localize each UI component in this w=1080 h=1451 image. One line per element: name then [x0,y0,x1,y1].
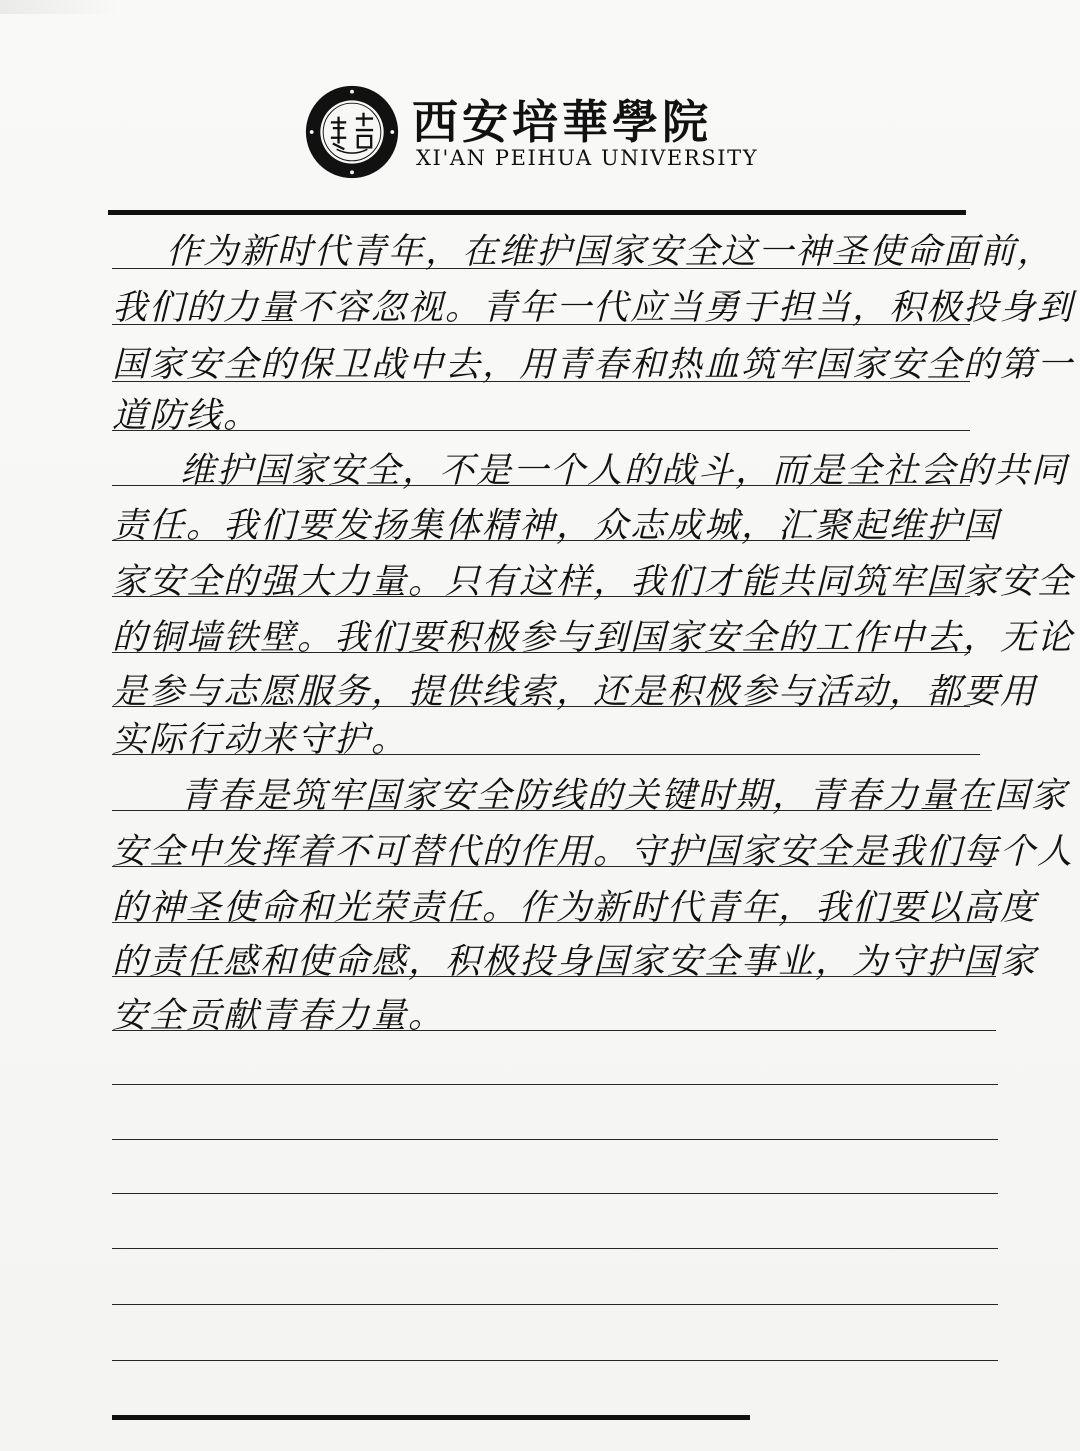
essay-line: 的铜墙铁壁。我们要积极参与到国家安全的工作中去，无论 [112,618,1075,658]
essay-line: 安全贡献青春力量。 [112,996,446,1036]
essay-line: 家安全的强大力量。只有这样，我们才能共同筑牢国家安全 [112,562,1075,602]
essay-line: 责任。我们要发扬集体精神，众志成城，汇聚起维护国 [112,506,1001,546]
ruled-line [112,1193,998,1194]
bottom-thick-rule [112,1415,750,1420]
essay-line: 实际行动来守护。 [112,720,409,760]
essay-line: 国家安全的保卫战中去，用青春和热血筑牢国家安全的第一 [112,345,1075,385]
school-name-chinese: 西安培華學院 [412,95,712,149]
ruled-line [112,1248,998,1249]
ruled-line [112,1084,998,1085]
essay-line: 的责任感和使命感，积极投身国家安全事业，为守护国家 [112,942,1038,982]
essay-line: 的神圣使命和光荣责任。作为新时代青年，我们要以高度 [112,888,1038,928]
essay-line: 安全中发挥着不可替代的作用。守护国家安全是我们每个人 [112,832,1075,872]
essay-line: 道防线。 [112,396,261,436]
school-name-english: XI'AN PEIHUA UNIVERSITY [416,146,759,170]
essay-line: 青春是筑牢国家安全防线的关键时期，青春力量在国家 [180,776,1069,816]
essay-line: 我们的力量不容忽视。青年一代应当勇于担当，积极投身到 [112,288,1075,328]
ruled-line [112,1139,998,1140]
ruled-line [112,1304,998,1305]
essay-line: 维护国家安全，不是一个人的战斗，而是全社会的共同 [180,451,1069,491]
essay-line: 是参与志愿服务，提供线索，还是积极参与活动，都要用 [112,672,1038,712]
essay-line: 作为新时代青年，在维护国家安全这一神圣使命面前， [166,232,1055,272]
ruled-line [112,1360,998,1361]
